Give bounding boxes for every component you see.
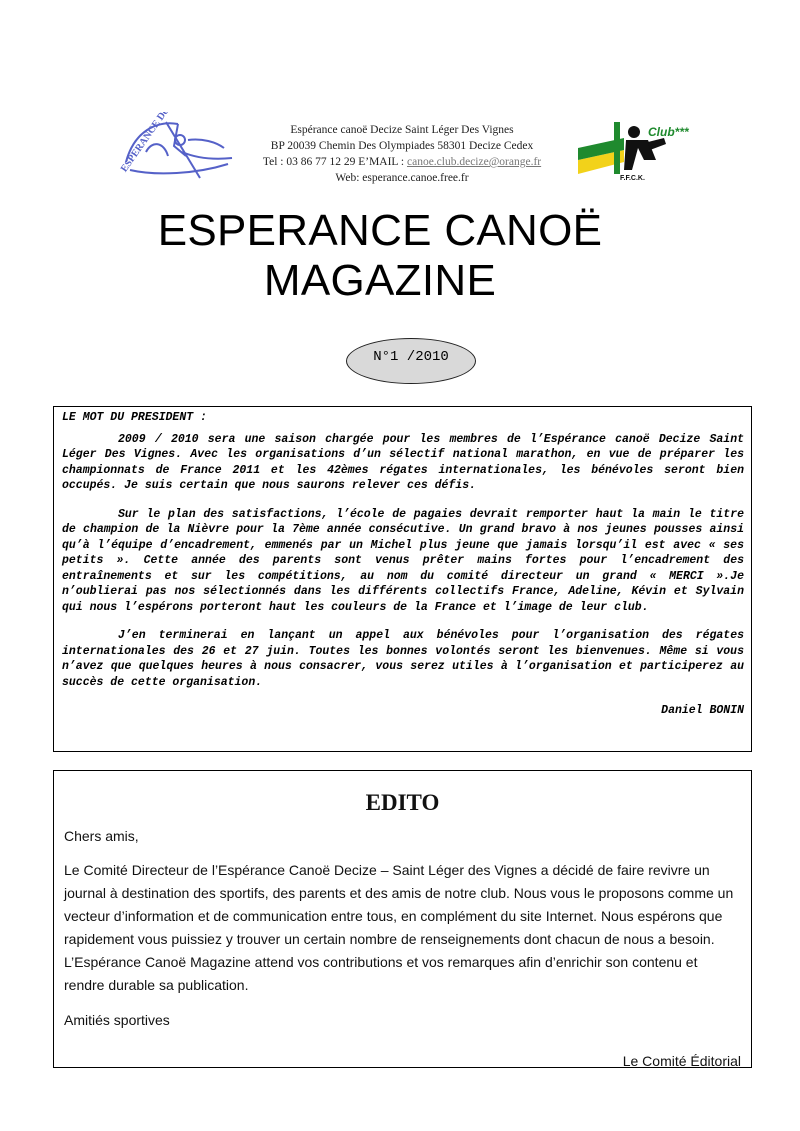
edito-body: Le Comité Directeur de l’Espérance Canoë Decize – Saint Léger des Vignes a décidé de faire revivre un journal à destination des sportifs, des parents et des amis de notre club. Nous vous le proposons comme un vecteur d’information et de communication entre tous, en complément du site Internet. Nous espérons que rapidement vous puissiez y trouver un certain nombre de renseignements dont chacun de nous a besoin. L’Espérance Canoë Magazine attend vos contributions et vos remarques afin d’enrichir son contenu et rendre durable sa publication. — [64, 862, 734, 993]
title-line-1: ESPERANCE CANOË — [157, 206, 603, 255]
edito-closing: Amitiés sportives — [64, 1012, 170, 1028]
president-paragraph-1: 2009 / 2010 sera une saison chargée pour les membres de l’Espérance canoë Decize Saint Léger Des Vignes. Avec les organisations d’un sélectif national marathon, en vue de préparer les championnats de France 2011 et les 42èmes régates internationales, les bénévoles seront bien occupés. Je suis certain que nous saurons relever ces défis. — [62, 432, 744, 492]
club-contact — [232, 154, 572, 170]
title-line-2: MAGAZINE — [263, 256, 497, 305]
president-paragraph-2: Sur le plan des satisfactions, l’école de pagaies devrait remporter haut la main le titre de champion de la Nièvre pour la 7ème année consécutive. Un grand bravo à nos jeunes pousses ainsi qu’à l’équipe d’encadrement, emmenés par un Michel plus jeune que jamais lorsqu’il est avec « ses petits ». Cette année des parents sont venus prêter mains fortes pour l’encadrement des entraînements et sur les compétitions, au nom du comité directeur un grand « MERCI ».Je n’oublierai pas nos sélectionnés dans les différents collectifs France, Adeline, Kévin et Sylvain qui nous l’espérons porteront haut les couleurs de la France et l’image de leur club. — [62, 507, 744, 614]
club-web: Web: esperance.canoe.free.fr — [335, 172, 469, 184]
ffck-club-logo — [578, 120, 690, 182]
magazine-title — [0, 206, 760, 306]
president-heading: LE MOT DU PRESIDENT : — [62, 411, 207, 424]
contact-prefix: Tel : 03 86 77 12 29 E’MAIL : — [262, 156, 407, 168]
email-link[interactable]: canoe.club.decize@orange.fr — [406, 156, 542, 168]
club-header — [232, 122, 572, 186]
left-logo-text: ESPERANCE Decize S Léger — [118, 112, 201, 175]
right-logo-sub: F.F.C.K. — [620, 175, 645, 182]
issue-badge: N°1 /2010 — [346, 338, 476, 384]
right-logo-text: Club*** — [648, 125, 689, 139]
club-address: BP 20039 Chemin Des Olympiades 58301 Decize Cedex — [270, 140, 534, 152]
edito-box — [53, 770, 752, 1068]
president-message-box — [53, 406, 752, 752]
club-name: Espérance canoë Decize Saint Léger Des Vignes — [290, 124, 514, 136]
edito-greeting: Chers amis, — [64, 828, 139, 844]
president-paragraph-3: J’en terminerai en lançant un appel aux bénévoles pour l’organisation des régates internationales des 26 et 27 juin. Toutes les bonnes volontés seront les bienvenues. Même si vous n’avez que quelques heures à nous consacrer, vous serez utiles à l’organisation et participerez au succès de cette organisation. — [62, 629, 744, 689]
edito-title: EDITO — [365, 790, 440, 815]
edito-signature: Le Comité Éditorial — [622, 1053, 741, 1069]
president-signature: Daniel BONIN — [661, 704, 744, 717]
